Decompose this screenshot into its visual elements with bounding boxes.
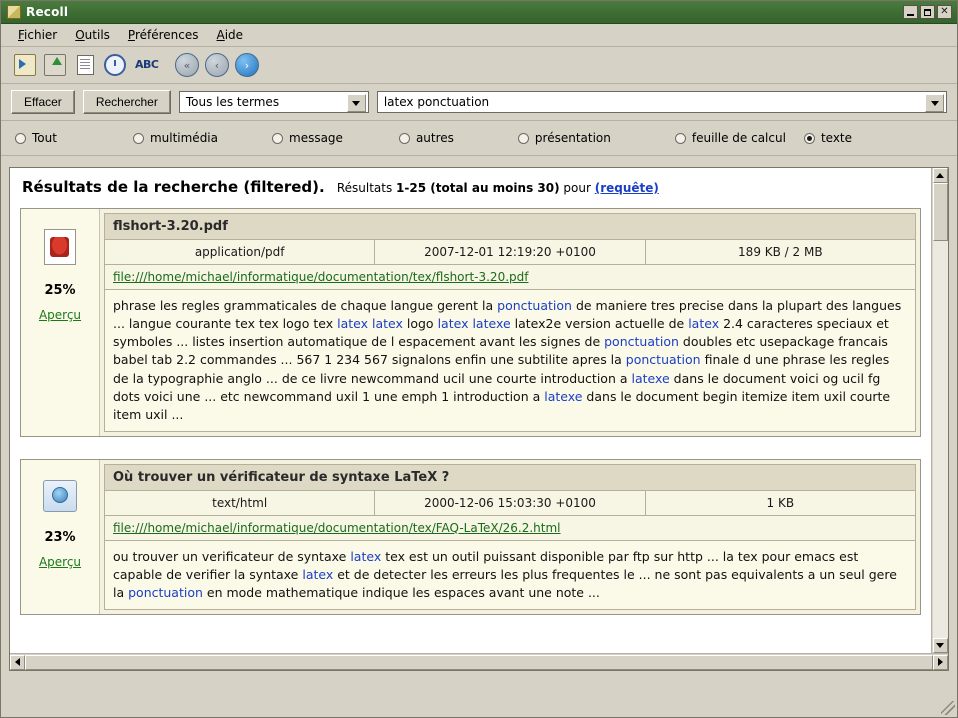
- snippet-highlight: ponctuation: [604, 334, 679, 350]
- result-relevance: 25%: [44, 283, 76, 298]
- history-chevron-down-icon[interactable]: [925, 94, 944, 112]
- result-url-row: [104, 516, 916, 541]
- results-summary-prefix: Résultats: [336, 181, 397, 195]
- result-snippet: [104, 290, 916, 432]
- result-relevance: 23%: [44, 529, 76, 545]
- result-url-row: [104, 265, 916, 290]
- result-mime: application/pdf: [105, 240, 375, 264]
- radio-indicator: [15, 133, 26, 144]
- results-summary: [337, 181, 659, 195]
- results-horizontal-scrollbar[interactable]: [10, 653, 948, 670]
- nav-previous-icon: ‹: [205, 53, 229, 77]
- spelling-button[interactable]: [131, 51, 159, 79]
- snippet-highlight: latexe: [544, 388, 583, 404]
- menu-preferences-label-rest: références: [134, 28, 199, 42]
- results-list: [10, 168, 931, 653]
- results-summary-range: 1-25 (total au moins 30): [396, 181, 560, 195]
- result-mime: text/html: [105, 491, 375, 515]
- window-controls: [903, 5, 954, 19]
- nav-first-icon: «: [175, 53, 199, 77]
- search-mode-select[interactable]: [179, 91, 369, 113]
- results-vertical-scrollbar[interactable]: [931, 168, 948, 653]
- result-preview-link[interactable]: Aperçu: [38, 308, 82, 322]
- hscroll-thumb[interactable]: [25, 655, 933, 670]
- update-index-button[interactable]: [11, 51, 39, 79]
- snippet-text: finale d une phrase les regles de la typographie anglo ... de ce livre newcommand ucil une courte introduction a: [113, 352, 890, 386]
- toolbar: [1, 47, 957, 84]
- filter-multimedia[interactable]: [133, 131, 218, 145]
- menu-outils-label-rest: utils: [84, 28, 110, 42]
- snippet-text: en mode mathematique indique les espaces avant une note ...: [202, 585, 600, 601]
- window-title: Recoll: [26, 5, 69, 19]
- app-icon: [7, 5, 21, 19]
- scroll-track[interactable]: [933, 183, 948, 638]
- filter-autres-label: autres: [415, 131, 454, 145]
- snippet-highlight: latex: [350, 548, 382, 564]
- radio-indicator: [675, 133, 686, 144]
- snippet-highlight: latex: [337, 316, 369, 332]
- index-config-button[interactable]: [41, 51, 69, 79]
- index-config-icon: [44, 54, 66, 76]
- scroll-left-button[interactable]: [10, 655, 25, 670]
- result-title[interactable]: flshort-3.20.pdf: [104, 213, 916, 240]
- filter-multimedia-label: multimédia: [149, 131, 218, 145]
- document-history-icon: [77, 55, 94, 75]
- search-mode-value: Tous les termes: [185, 95, 280, 109]
- advanced-search-button[interactable]: [101, 51, 129, 79]
- maximize-button[interactable]: [920, 5, 935, 19]
- nav-first-button[interactable]: [173, 51, 201, 79]
- filter-autres[interactable]: [399, 131, 454, 145]
- update-index-icon: [14, 54, 36, 76]
- snippet-text: logo: [402, 316, 438, 332]
- document-history-button[interactable]: [71, 51, 99, 79]
- result-size: 189 KB / 2 MB: [738, 245, 823, 259]
- query-link[interactable]: (requête): [594, 181, 659, 195]
- radio-indicator: [272, 133, 283, 144]
- snippet-highlight: latex: [437, 316, 469, 332]
- results-body: [10, 168, 948, 653]
- results-pane: [9, 167, 949, 671]
- filter-message-label: message: [289, 131, 343, 145]
- result-metadata: [104, 240, 916, 265]
- result-preview-link[interactable]: Aperçu: [38, 554, 82, 569]
- results-heading: Résultats de la recherche (filtered).: [22, 178, 325, 196]
- nav-previous-button[interactable]: [203, 51, 231, 79]
- result-url-link[interactable]: file:///home/michael/informatique/documentation/tex/FAQ-LaTeX/26.2.html: [113, 520, 561, 535]
- radio-indicator-selected: [804, 133, 815, 144]
- filter-tout[interactable]: [15, 131, 57, 145]
- snippet-highlight: latex: [302, 567, 334, 582]
- radio-indicator: [133, 133, 144, 144]
- minimize-button[interactable]: [903, 5, 918, 19]
- snippet-text: de maniere tres precise dans la plupart des langues ... langue courante tex tex logo tex: [113, 298, 902, 332]
- results-header: [22, 178, 921, 196]
- filter-presentation-label: présentation: [534, 131, 611, 145]
- scroll-down-button[interactable]: [933, 638, 948, 653]
- snippet-highlight: ponctuation: [497, 298, 572, 313]
- search-bar: [1, 84, 957, 120]
- scroll-right-button[interactable]: [933, 655, 948, 670]
- result-size: 1 KB: [766, 495, 795, 510]
- category-filter-row: [1, 120, 957, 156]
- html-icon: [43, 480, 77, 512]
- radio-indicator: [399, 133, 410, 144]
- window-titlebar: [1, 1, 957, 24]
- snippet-highlight: ponctuation: [625, 352, 701, 368]
- menu-preferences[interactable]: Préférences: [127, 28, 199, 42]
- radio-indicator: [518, 133, 529, 144]
- hscroll-track[interactable]: [25, 655, 933, 670]
- snippet-highlight: latex: [688, 316, 720, 332]
- snippet-text: 2.4 caracteres speciaux et symboles ... listes insertion automatique de l espacement avant les signes de: [113, 316, 889, 350]
- snippet-text: ou trouver un verificateur de syntaxe: [113, 548, 351, 564]
- snippet-text: dans le document begin itemize item uxil courte item uxil ...: [113, 388, 891, 422]
- menu-fichier[interactable]: Fichier: [18, 28, 58, 42]
- snippet-highlight: latexe: [631, 370, 670, 386]
- result-snippet: [104, 541, 916, 610]
- advanced-search-icon: [104, 54, 126, 76]
- resize-grip[interactable]: [941, 701, 955, 715]
- filter-tout-label: Tout: [32, 131, 57, 145]
- snippet-text: et de detecter les erreurs les plus frequentes le ... ne sont pas equivalents a un seul gere la: [113, 567, 897, 601]
- result-sidebar: [21, 209, 100, 436]
- filter-feuille-de-calcul[interactable]: [675, 131, 786, 145]
- result-date: 2000-12-06 15:03:30 +0100: [375, 491, 645, 515]
- filter-texte[interactable]: [804, 131, 852, 145]
- snippet-text: tex est un outil puissant disponible par ftp sur http ... la tex pour emacs est capable de verifier la syntaxe: [113, 548, 859, 582]
- search-input-value: latex ponctuation: [383, 95, 490, 109]
- menu-fichier-label-rest: ichier: [24, 28, 58, 42]
- result-date: 2007-12-01 12:19:20 +0100: [375, 240, 645, 264]
- result-metadata: [104, 491, 916, 516]
- status-bar: [1, 693, 957, 717]
- clear-button[interactable]: Effacer: [11, 90, 75, 114]
- result-item: [20, 459, 921, 615]
- nav-next-button[interactable]: [233, 51, 261, 79]
- search-button[interactable]: Rechercher: [83, 90, 171, 114]
- results-summary-middle: pour: [559, 181, 595, 195]
- result-item: [20, 208, 921, 437]
- filter-feuille-de-calcul-label: feuille de calcul: [691, 131, 786, 145]
- snippet-text: latex2e version actuelle de: [510, 316, 689, 332]
- result-title[interactable]: Où trouver un vérificateur de syntaxe LaTeX ?: [104, 464, 916, 491]
- menu-aide-label-rest: ide: [224, 28, 244, 42]
- scroll-thumb[interactable]: [933, 183, 948, 241]
- result-url-link[interactable]: file:///home/michael/informatique/documentation/tex/flshort-3.20.pdf: [113, 270, 529, 284]
- chevron-down-icon[interactable]: [347, 94, 366, 112]
- result-sidebar: [21, 460, 100, 614]
- menubar: [1, 24, 957, 47]
- search-input[interactable]: [377, 91, 947, 113]
- filter-texte-label: texte: [820, 131, 853, 145]
- pdf-icon: [44, 229, 76, 265]
- filter-presentation[interactable]: [518, 131, 611, 145]
- menu-outils[interactable]: Outils: [75, 28, 110, 42]
- snippet-text: phrase les regles grammaticales de chaque langue gerent la: [113, 298, 498, 313]
- snippet-text: dans le document voici og ucil fg dots voici une ... etc newcommand uxil 1 une emph 1 introduction a: [113, 370, 881, 404]
- result-content: [100, 209, 920, 436]
- snippet-highlight: latexe: [472, 316, 511, 332]
- nav-next-icon: ›: [235, 53, 259, 77]
- snippet-text: doubles etc usepackage francais babel tab 2.2 commandes ... 567 1 234 567 signalons enfin une subtilite apres la: [113, 334, 888, 368]
- close-button[interactable]: ✕: [937, 5, 952, 19]
- scroll-up-button[interactable]: [933, 168, 948, 183]
- filter-message[interactable]: [272, 131, 343, 145]
- snippet-highlight: ponctuation: [128, 585, 203, 601]
- result-content: [100, 460, 920, 614]
- snippet-highlight: latex: [372, 316, 403, 332]
- menu-aide[interactable]: Aide: [216, 28, 244, 42]
- spelling-icon: ABC: [135, 58, 159, 71]
